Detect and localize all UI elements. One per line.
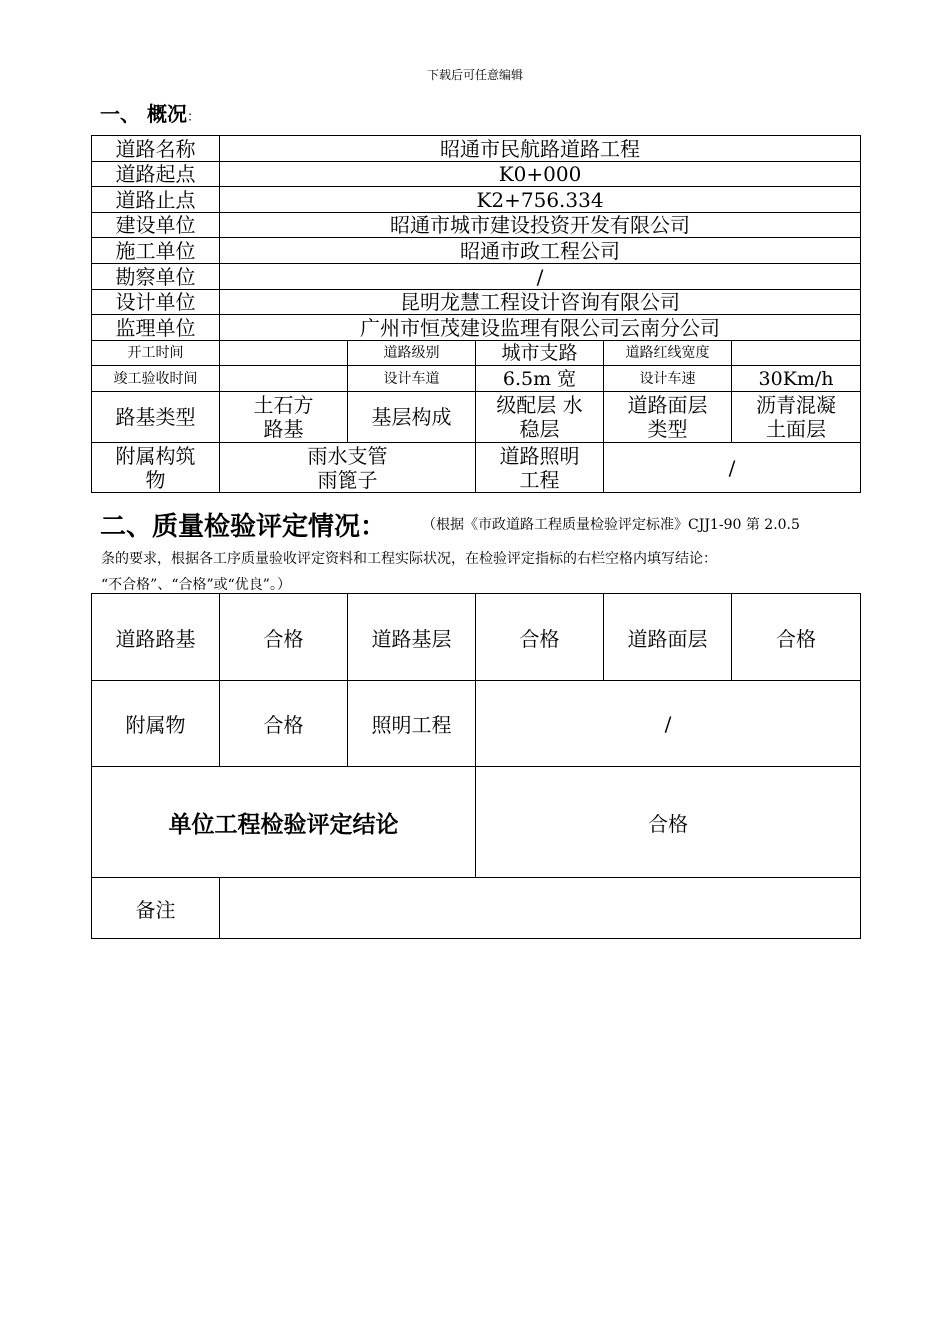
section-2-title: 二、质量检验评定情况： bbox=[100, 512, 387, 542]
auxiliary-structure-label-line2: 物 bbox=[145, 467, 166, 492]
overview-row bbox=[92, 443, 861, 493]
auxiliary-result: 合格 bbox=[220, 681, 348, 767]
base-result: 合格 bbox=[476, 594, 604, 681]
conclusion-result: 合格 bbox=[476, 767, 861, 878]
section-1-title-text: 一、 概况 bbox=[100, 102, 187, 126]
overview-value: 昭通市城市建设投资开发有限公司 bbox=[220, 213, 861, 238]
subgrade-type-label: 路基类型 bbox=[92, 392, 220, 443]
lighting-label: 照明工程 bbox=[348, 681, 476, 767]
overview-value: 广州市恒茂建设监理有限公司云南分公司 bbox=[220, 315, 861, 341]
road-lighting-value: / bbox=[604, 443, 861, 493]
overview-row bbox=[92, 213, 861, 238]
surface-type-label bbox=[604, 392, 732, 443]
overview-value: K2+756.334 bbox=[220, 187, 861, 213]
section-2-instructions-line1: 条的要求，根据各工序质量验收评定资料和工程实际状况，在检验评定指标的右栏空格内填写结论： bbox=[101, 551, 717, 567]
overview-label: 道路名称 bbox=[92, 136, 220, 162]
acceptance-time-label: 竣工验收时间 bbox=[92, 366, 220, 392]
surface-result: 合格 bbox=[732, 594, 861, 681]
overview-row bbox=[92, 238, 861, 264]
overview-row bbox=[92, 136, 861, 162]
overview-value: K0+000 bbox=[220, 162, 861, 187]
overview-row bbox=[92, 315, 861, 341]
road-grade-label: 道路级别 bbox=[348, 341, 476, 366]
overview-row bbox=[92, 290, 861, 315]
overview-table bbox=[91, 135, 861, 493]
design-speed-label: 设计车速 bbox=[604, 366, 732, 392]
design-lane-label: 设计车道 bbox=[348, 366, 476, 392]
quality-table bbox=[91, 593, 861, 939]
road-lighting-label-line2: 工程 bbox=[519, 467, 560, 492]
auxiliary-structure-label-line1: 附属构筑 bbox=[115, 443, 196, 468]
overview-label: 建设单位 bbox=[92, 213, 220, 238]
auxiliary-structure-value bbox=[220, 443, 476, 493]
base-composition-value-line2: 稳层 bbox=[519, 417, 560, 441]
quality-row bbox=[92, 878, 861, 939]
red-line-width-label: 道路红线宽度 bbox=[604, 341, 732, 366]
overview-row bbox=[92, 341, 861, 366]
overview-value: 昭通市民航路道路工程 bbox=[220, 136, 861, 162]
subgrade-type-value bbox=[220, 392, 348, 443]
overview-label: 设计单位 bbox=[92, 290, 220, 315]
section-2-instructions bbox=[101, 546, 861, 598]
overview-value: / bbox=[220, 264, 861, 290]
quality-row bbox=[92, 681, 861, 767]
overview-label: 监理单位 bbox=[92, 315, 220, 341]
surface-type-value bbox=[732, 392, 861, 443]
start-time-value bbox=[220, 341, 348, 366]
base-label: 道路基层 bbox=[348, 594, 476, 681]
subgrade-result: 合格 bbox=[220, 594, 348, 681]
surface-label: 道路面层 bbox=[604, 594, 732, 681]
section-1-colon: ： bbox=[186, 110, 200, 125]
base-composition-label: 基层构成 bbox=[348, 392, 476, 443]
road-grade-value: 城市支路 bbox=[476, 341, 604, 366]
surface-type-label-line1: 道路面层 bbox=[627, 393, 708, 417]
section-2-instructions-line2: “不合格”、“合格”或“优良”。） bbox=[101, 577, 291, 593]
surface-type-value-line1: 沥青混凝 bbox=[756, 393, 837, 417]
overview-label: 勘察单位 bbox=[92, 264, 220, 290]
road-lighting-label-line1: 道路照明 bbox=[499, 443, 580, 468]
subgrade-label: 道路路基 bbox=[92, 594, 220, 681]
base-composition-value bbox=[476, 392, 604, 443]
overview-label: 道路起点 bbox=[92, 162, 220, 187]
overview-row bbox=[92, 366, 861, 392]
overview-row bbox=[92, 392, 861, 443]
remarks-label: 备注 bbox=[92, 878, 220, 939]
auxiliary-structure-label bbox=[92, 443, 220, 493]
overview-label: 施工单位 bbox=[92, 238, 220, 264]
start-time-label: 开工时间 bbox=[92, 341, 220, 366]
design-speed-value: 30Km/h bbox=[732, 366, 861, 392]
page-header-note: 下载后可任意编辑 bbox=[426, 68, 523, 82]
overview-row bbox=[92, 162, 861, 187]
acceptance-time-value bbox=[220, 366, 348, 392]
auxiliary-structure-value-line1: 雨水支管 bbox=[307, 443, 388, 468]
section-1-title bbox=[100, 98, 200, 127]
section-2-standard-note: （根据《市政道路工程质量检验评定标准》CJJ1-90 第 2.0.5 bbox=[422, 517, 800, 533]
overview-label: 道路止点 bbox=[92, 187, 220, 213]
overview-value: 昭通市政工程公司 bbox=[220, 238, 861, 264]
design-lane-value: 6.5m 宽 bbox=[476, 366, 604, 392]
overview-row bbox=[92, 187, 861, 213]
overview-row bbox=[92, 264, 861, 290]
surface-type-label-line2: 类型 bbox=[647, 417, 688, 441]
red-line-width-value bbox=[732, 341, 861, 366]
subgrade-type-value-line1: 土石方 bbox=[253, 393, 314, 417]
remarks-value bbox=[220, 878, 861, 939]
auxiliary-label: 附属物 bbox=[92, 681, 220, 767]
auxiliary-structure-value-line2: 雨篦子 bbox=[317, 467, 378, 492]
quality-row bbox=[92, 594, 861, 681]
base-composition-value-line1: 级配层 水 bbox=[496, 393, 583, 417]
lighting-result: / bbox=[476, 681, 861, 767]
subgrade-type-value-line2: 路基 bbox=[263, 417, 304, 441]
road-lighting-label bbox=[476, 443, 604, 493]
surface-type-value-line2: 土面层 bbox=[766, 417, 827, 441]
conclusion-label: 单位工程检验评定结论 bbox=[92, 767, 476, 878]
quality-row bbox=[92, 767, 861, 878]
overview-value: 昆明龙慧工程设计咨询有限公司 bbox=[220, 290, 861, 315]
